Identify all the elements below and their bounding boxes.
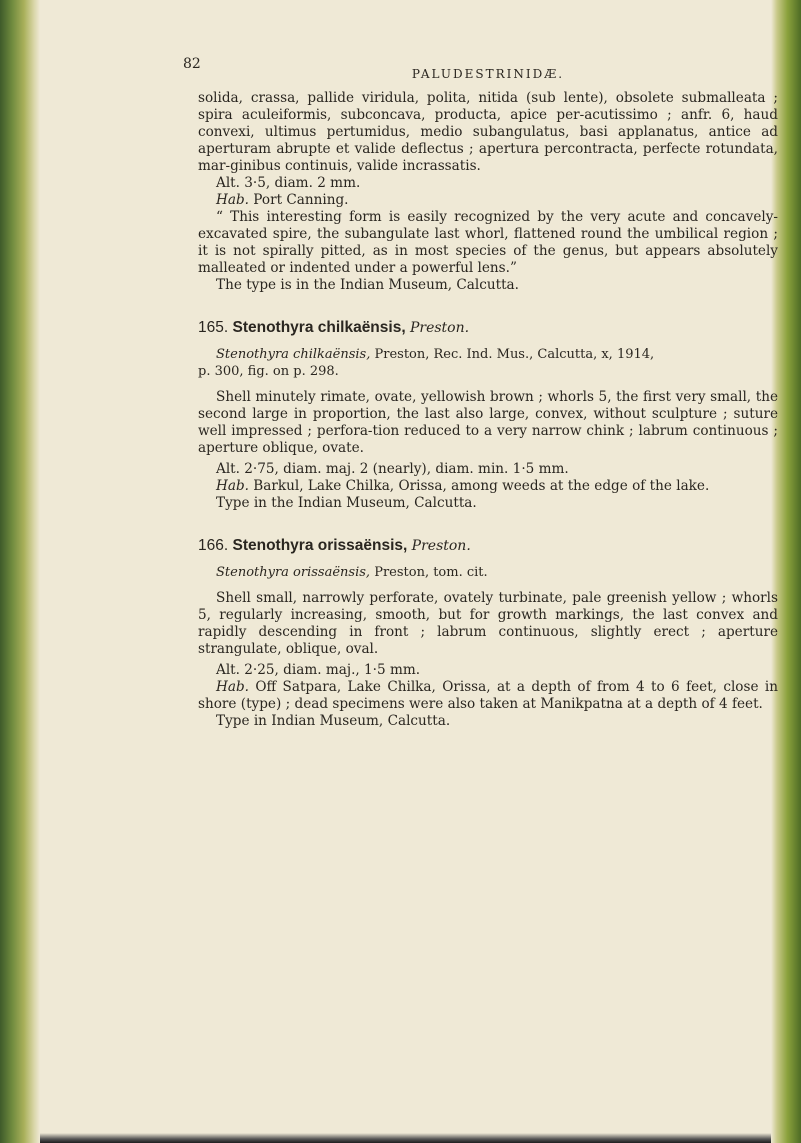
synonym-name: Stenothyra orissaënsis, [216,565,371,580]
habitat-text: Off Satpara, Lake Chilka, Orissa, at a depth of from 4 to 6 feet, close in shore (type) ; dead specimens were also taken at Manikpatna at a depth of 4 feet. [198,679,778,712]
species-name: Stenothyra orissaënsis, [232,537,408,554]
synonym-name: Stenothyra chilkaënsis, [216,347,371,362]
dimensions: Alt. 2·25, diam. maj., 1·5 mm. [216,662,421,678]
description: Shell minutely rimate, ovate, yellowish brown ; whorls 5, the first very small, the second large in proportion, the last also large, convex, without sculpture ; suture well impressed ; perfora-tion reduced to a very narrow chink ; labrum continuous ; aperture oblique, ovate. [198,389,778,456]
citation-continued: p. 300, fig. on p. 298. [198,364,339,379]
species-author: Preston. [409,320,470,336]
latin-description: solida, crassa, pallide viridula, polita, nitida (sub lente), obsolete submalleata ; spira aculeiformis, subconcava, producta, apice per-acutissimo ; anfr. 6, haud convexi, ultimus pertumidus, medio subangulatus, basi applanatus, antice ad aperturam abrupte et valide deflectus ; apertura percontracta, perfecte rotundata, mar-ginibus continuis, valide incrassatis. [198,90,778,174]
habitat-label: Hab. [216,679,249,695]
species-number: 166. [198,537,229,554]
habitat [198,192,778,209]
citation-text: Preston, Rec. Ind. Mus., Calcutta, x, 1914, [370,347,655,362]
description: Shell small, narrowly perforate, ovately turbinate, pale greenish yellow ; whorls 5, regularly increasing, smooth, but for growth markings, the last convex and rapidly descending in front ; labrum continuous, slightly erect ; aperture strangulate, oblique, oval. [198,590,778,657]
continued-species-entry [198,90,778,294]
citation [198,564,778,581]
habitat-label: Hab. [216,478,249,494]
habitat [198,679,778,713]
dimensions: Alt. 3·5, diam. 2 mm. [216,175,361,191]
running-head: PALUDESTRINIDÆ. [411,67,565,81]
page-header [183,56,778,90]
left-binding-edge [0,0,40,1143]
synonymy [198,346,778,380]
species-author: Preston. [411,538,471,554]
habitat-text: Barkul, Lake Chilka, Orissa, among weeds at the edge of the lake. [248,478,710,494]
type-location: Type in Indian Museum, Calcutta. [216,713,451,729]
habitat-label: Hab. [216,192,249,208]
page-number: 82 [183,56,201,72]
bottom-page-edge [40,1133,771,1143]
species-entry-165 [198,319,778,512]
species-name: Stenothyra chilkaënsis, [232,319,406,336]
synonymy [198,564,778,581]
type-location: The type is in the Indian Museum, Calcutta. [216,277,519,293]
species-entry-166 [198,537,778,730]
dimensions: Alt. 2·75, diam. maj. 2 (nearly), diam. min. 1·5 mm. [216,461,569,477]
habitat [198,478,778,495]
citation-text: Preston, tom. cit. [370,565,488,580]
citation [198,346,778,363]
quoted-remark: “ This interesting form is easily recognized by the very acute and concavely-excavated spire, the subangulate last whorl, flattened round the umbilical region ; it is not spirally pitted, as in most species of the genus, but appears absolutely malleated or indented under a powerful lens.” [198,209,778,276]
type-location: Type in the Indian Museum, Calcutta. [216,495,477,511]
species-heading [198,537,778,555]
book-page [183,56,778,730]
species-heading [198,319,778,337]
habitat-text: Port Canning. [248,192,349,208]
species-number: 165. [198,319,229,336]
